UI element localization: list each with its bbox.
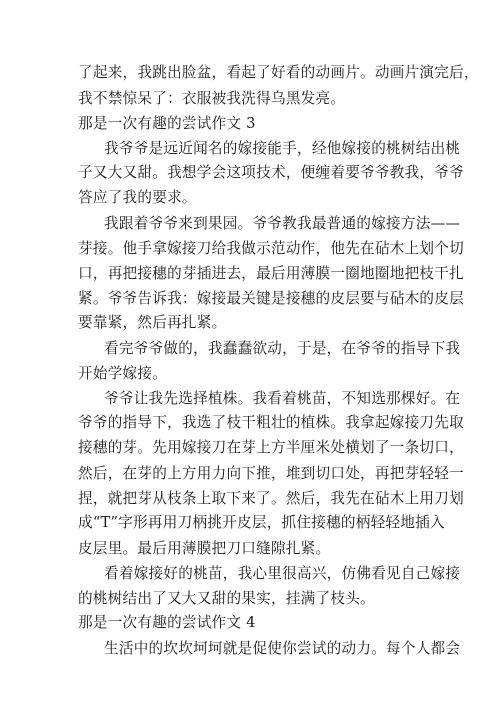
paragraph-line: 开始学嫁接。 [78,365,168,382]
paragraph-line: 口，再把接穗的芽插进去，最后用薄膜一圈地圈地把枝干扎 [78,265,464,282]
paragraph-line: 爷爷的指导下，我选了枝干粗壮的植株。我拿起嫁接刀先取 [78,414,464,431]
paragraph-line: 的桃树结出了又大又甜的果实，挂满了枝头。 [78,590,375,607]
paragraph-line: 皮层里。最后用薄膜把刀口缝隙扎紧。 [78,540,331,557]
paragraph-line: 芽接。他手拿嫁接刀给我做示范动作，他先在砧木上划个切 [78,240,464,257]
section-heading: 那是一次有趣的尝试作文 3 [78,115,256,132]
paragraph-line: 我不禁惊呆了：衣服被我洗得乌黑发亮。 [78,90,346,107]
paragraph-line: 看着嫁接好的桃苗，我心里很高兴，仿佛看见自己嫁接 [104,565,461,582]
paragraph-line: 接穗的芽。先用嫁接刀在芽上方半厘米处横划了一条切口， [78,439,464,456]
paragraph-line: 生活中的坎坎坷坷就是促使你尝试的动力。每个人都会 [104,640,461,657]
paragraph-line: 答应了我的要求。 [78,189,197,206]
section-heading: 那是一次有趣的尝试作文 4 [78,614,256,631]
paragraph-line: 要靠紧，然后再扎紧。 [78,314,227,331]
paragraph-line: 我爷爷是远近闻名的嫁接能手，经他嫁接的桃树结出桃 [104,140,461,157]
paragraph-line: 然后，在芽的上方用力向下推，堆到切口处，再把芽轻轻一 [78,465,464,482]
paragraph-line: 捏，就把芽从枝条上取下来了。然后，我先在砧木上用刀划 [78,490,464,507]
paragraph-line: 紧。爷爷告诉我：嫁接最关键是接穗的皮层要与砧木的皮层 [78,290,464,307]
paragraph-line: 子又大又甜。我想学会这项技术，便缠着要爷爷教我，爷爷 [78,164,464,181]
paragraph-line: 成“T”字形再用刀柄挑开皮层，抓住接穗的柄轻轻地插入 [78,514,445,531]
paragraph-line: 爷爷让我先选择植株。我看着桃苗，不知选那棵好。在 [104,390,461,407]
paragraph-line: 看完爷爷做的，我蠢蠢欲动，于是，在爷爷的指导下我 [104,340,461,357]
paragraph-line: 我跟着爷爷来到果园。爷爷教我最普通的嫁接方法—— [104,215,461,232]
paragraph-line: 了起来，我跳出脸盆，看起了好看的动画片。动画片演完后， [78,64,479,81]
